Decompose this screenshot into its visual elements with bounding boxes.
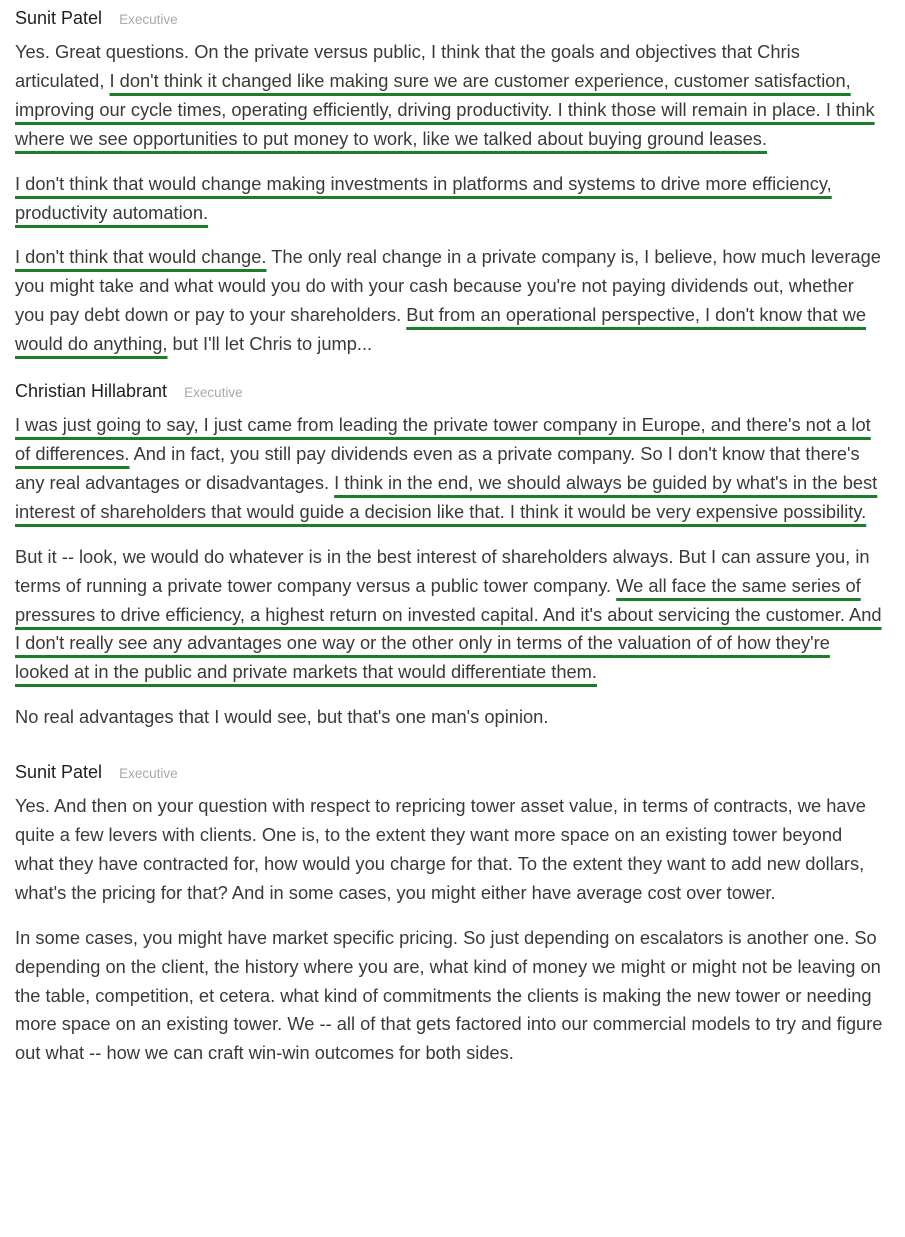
transcript-paragraph <box>15 703 885 732</box>
transcript-paragraph <box>15 792 885 908</box>
text-segment: The only real change in a private company is, I believe, how much leverage you might take and what would you do with your cash because you're not paying dividends out, whether you pay debt down or pay to your shareholders. <box>15 246 881 326</box>
highlighted-text: I think in the end, we should always be guided by what's in the best interest of shareholders that would guide a decision like that. I think it would be very expensive possibility. <box>15 471 878 522</box>
text-segment: No real advantages that I would see, but that's one man's opinion. <box>15 706 549 728</box>
text-segment: Yes. And then on your question with respect to repricing tower asset value, in terms of contracts, we have quite a few levers with clients. One is, to the extent they want more space on an existing tower beyond what they have contracted for, how would you charge for that. To the extent they want to add new dollars, what's the pricing for that? And in some cases, you might either have average cost over tower. <box>15 795 866 903</box>
transcript-block <box>15 379 885 732</box>
speaker-header <box>15 379 885 403</box>
speaker-role: Executive <box>119 12 178 27</box>
highlighted-text: I was just going to say, I just came from leading the private tower company in Europe, and there's not a lot of differences. <box>15 414 871 464</box>
transcript-paragraph <box>15 170 885 228</box>
transcript-block <box>15 6 885 359</box>
speaker-name: Christian Hillabrant <box>15 381 168 402</box>
speaker-header <box>15 760 885 784</box>
speaker-header <box>15 6 885 30</box>
text-segment: but I'll let Chris to jump... <box>167 333 373 355</box>
speaker-name: Sunit Patel <box>15 762 103 783</box>
transcript-paragraph <box>15 924 885 1069</box>
highlighted-text: I don't think it changed like making sure we are customer experience, customer satisfaction, improving our cycle times, operating efficiently, driving productivity. I think those will remain in place. I think where we see opportunities to put money to work, like we talked about buying ground leases. <box>15 69 875 149</box>
highlighted-text: But from an operational perspective, I don't know that we would do anything, <box>15 304 867 355</box>
transcript-paragraph <box>15 543 885 688</box>
transcript-paragraph <box>15 243 885 359</box>
highlighted-text: We all face the same series of pressures to drive efficiency, a highest return on invested capital. And it's about servicing the customer. And I don't really see any advantages one way or the other only in terms of the valuation of of how they're looked at in the public and private markets that would differentiate them. <box>15 574 882 683</box>
speaker-role: Executive <box>119 766 178 782</box>
speaker-name: Sunit Patel <box>15 8 103 28</box>
highlighted-text: I don't think that would change. <box>15 246 267 268</box>
transcript-paragraph <box>15 38 885 154</box>
highlighted-text: I don't think that would change making investments in platforms and systems to drive more efficiency, productivity automation. <box>15 172 832 223</box>
speaker-role: Executive <box>184 385 243 401</box>
text-segment: Yes. Great questions. On the private versus public, I think that the goals and objectives that Chris articulated, <box>15 41 800 91</box>
text-segment: But it -- look, we would do whatever is in the best interest of shareholders always. But I can assure you, in terms of running a private tower company versus a public tower company. <box>15 545 870 596</box>
text-segment: In some cases, you might have market specific pricing. So just depending on escalators is another one. So depending on the client, the history where you are, what kind of money we might or might not be leaving on the table, competition, et cetera. what kind of commitments the clients is making the new tower or needing more space on an existing tower. We -- all of that gets factored into our commercial models to try and figure out what -- how we can craft win-win outcomes for both sides. <box>15 926 883 1064</box>
transcript-paragraph <box>15 411 885 527</box>
transcript-block <box>15 760 885 1068</box>
text-segment: And in fact, you still pay dividends even as a private company. So I don't know that there's any real advantages or disadvantages. <box>15 442 860 493</box>
